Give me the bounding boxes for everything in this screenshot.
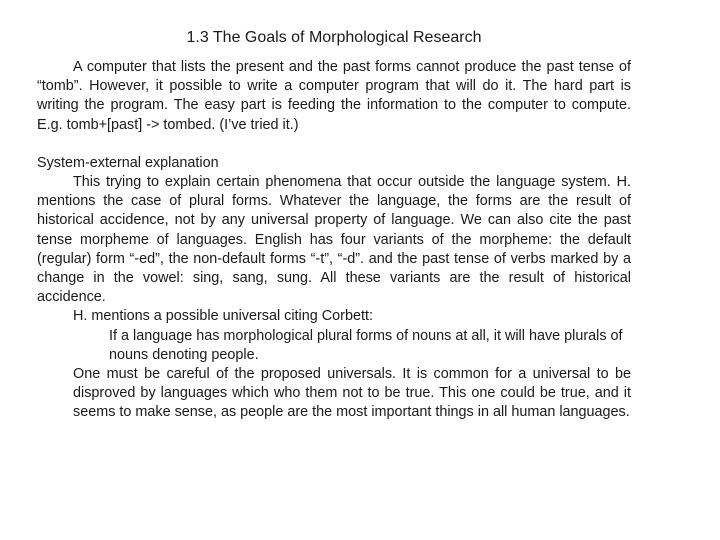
slide-title: 1.3 The Goals of Morphological Research [186,29,482,46]
universal-quote: If a language has morphological plural forms of nouns at all, it will have plurals of nouns denoting people. [109,327,623,363]
section-paragraph: This trying to explain certain phenomena that occur outside the language system. H. mentions the case of plural forms. Whatever the language, the forms are the result of historical accidence, not by any universal property of language. We can also cite the past tense morpheme of languages. English has four variants of the morpheme: the default (regular) form “-ed”, the non-default forms “-t”, “-d”. and the past tense of verbs marked by a change in the vowel: sing, sang, sung. All these variants are the result of historical accidence. [37,174,631,306]
paragraph-gap [37,135,631,154]
universal-intro: H. mentions a possible universal citing Corbett: [73,308,373,325]
slide-body [37,58,631,423]
intro-paragraph: A computer that lists the present and the past forms cannot produce the past tense of “tomb”. However, it possible to write a computer program that will do it. The hard part is writing the program. The easy part is feeding the information to the computer to compute. E.g. tomb+[past] -> tombed. (I’ve tried it.) [37,59,631,133]
closing-paragraph: One must be careful of the proposed universals. It is common for a universal to be disproved by languages which who them not to be true. This one could be true, and it seems to make sense, as people are the most important things in all human languages. [73,366,631,421]
section-heading: System-external explanation [37,154,219,171]
